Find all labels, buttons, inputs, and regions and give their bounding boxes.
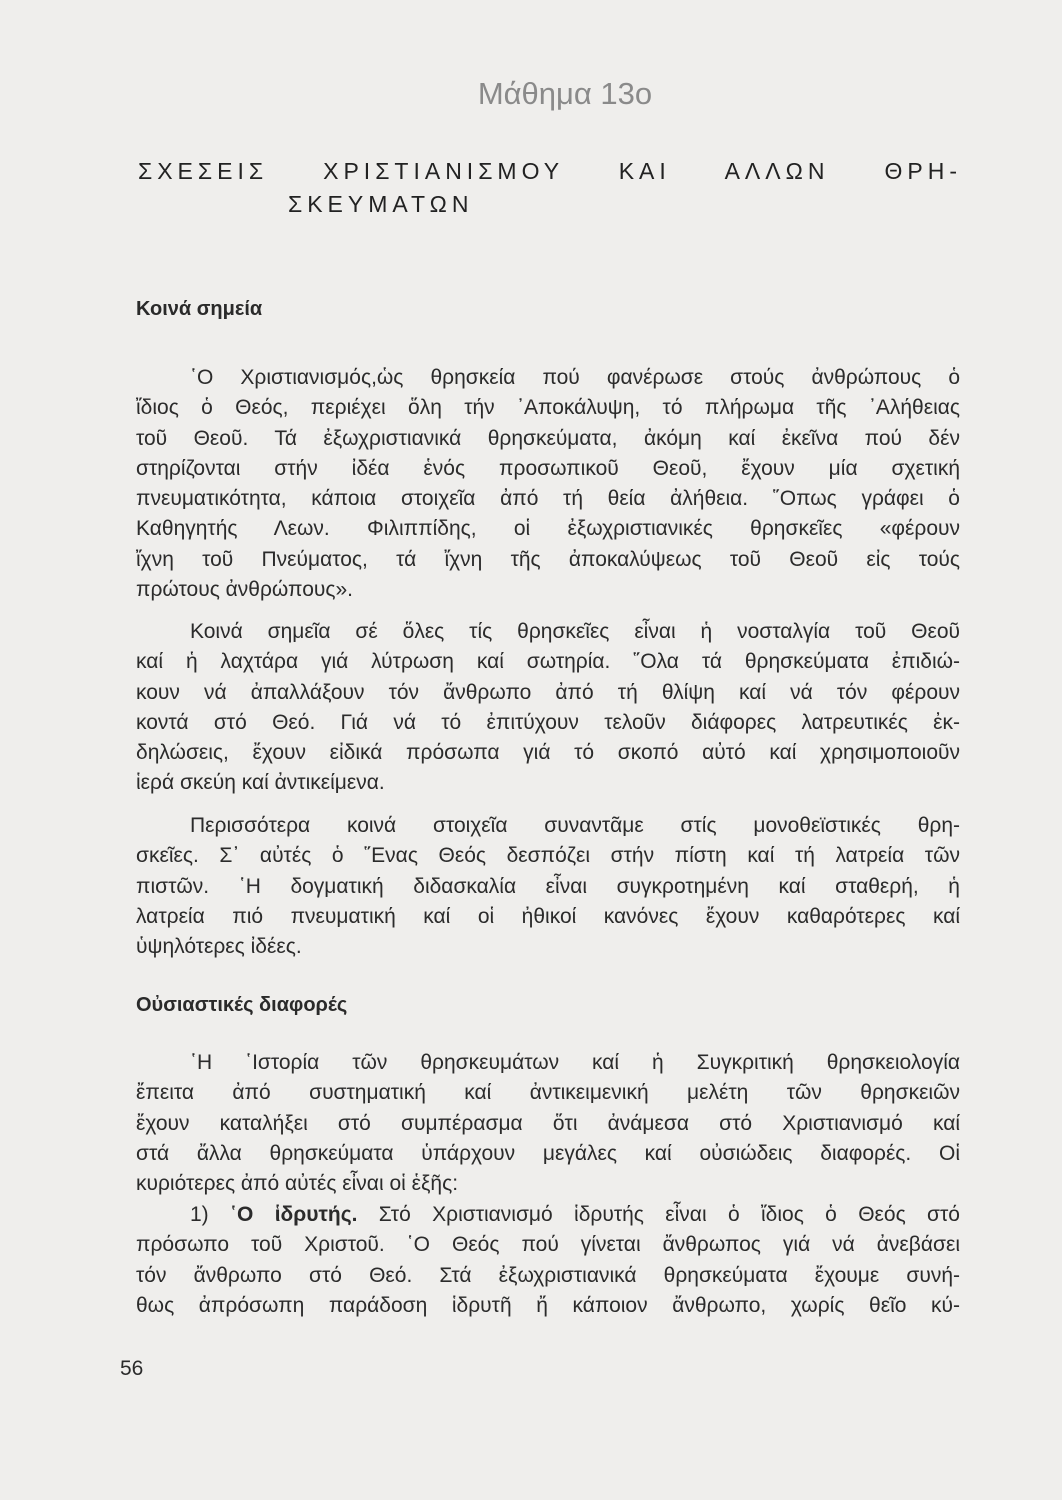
paragraph bbox=[136, 1048, 960, 1199]
text-line: ὑψηλότερες ἰδέες. bbox=[136, 935, 302, 959]
numbered-paragraph bbox=[136, 1200, 960, 1321]
text-line: κουν νά ἀπαλλάξουν τόν ἄνθρωπο ἀπό τή θλίψη καί νά τόν φέρουν bbox=[136, 680, 960, 704]
text-line: ἴδιος ὁ Θεός, περιέχει ὅλη τήν ᾿Αποκάλυψη, τό πλήρωμα τῆς ᾿Αλήθειας bbox=[136, 396, 960, 420]
text-line: θως ἀπρόσωπη παράδοση ἱδρυτῆ ἤ κάποιον ἄνθρωπο, χωρίς θεῖο κύ- bbox=[136, 1293, 960, 1317]
text-line: ἴχνη τοῦ Πνεύματος, τά ἴχνη τῆς ἀποκαλύψεως τοῦ Θεοῦ εἰς τούς bbox=[136, 547, 960, 571]
text-line: ῾Η ῾Ιστορία τῶν θρησκευμάτων καί ἡ Συγκριτική θρησκειολογία bbox=[190, 1051, 960, 1074]
text-line: σκεῖες. Σ᾿ αὐτές ὁ ῞Ενας Θεός δεσπόζει στήν πίστη καί τή λατρεία τῶν bbox=[136, 844, 960, 868]
section-heading-common-points: Κοινά σημεία bbox=[136, 298, 263, 320]
text-line: Κοινά σημεῖα σέ ὅλες τίς θρησκεῖες εἶναι ἡ νοσταλγία τοῦ Θεοῦ bbox=[190, 620, 960, 643]
text-line: ἔχουν καταλήξει στό συμπέρασμα ὅτι ἀνάμεσα στό Χριστιανισμό καί bbox=[136, 1111, 960, 1135]
text-line: πρόσωπο τοῦ Χριστοῦ. ῾Ο Θεός πού γίνεται ἄνθρωπος γιά νά ἀνεβάσει bbox=[136, 1233, 960, 1257]
text-line: Περισσότερα κοινά στοιχεῖα συναντᾶμε στίς μονοθεϊστικές θρη- bbox=[190, 814, 960, 837]
text-line: ῾Ο Χριστιανισμός,ὡς θρησκεία πού φανέρωσε στούς ἀνθρώπους ὁ bbox=[190, 366, 960, 389]
lesson-title: Μάθημα 13ο bbox=[477, 76, 653, 111]
text-line: Καθηγητής Λεων. Φιλιππίδης, οἱ ἐξωχριστιανικές θρησκεῖες «φέρουν bbox=[136, 517, 960, 541]
text-line: λατρεία πιό πνευματική καί οἱ ἠθικοί κανόνες ἔχουν καθαρότερες καί bbox=[136, 904, 960, 928]
text-line: κυριότερες ἀπό αὐτές εἶναι οἱ ἑξῆς: bbox=[136, 1172, 459, 1196]
paragraph bbox=[136, 363, 960, 605]
paragraph bbox=[136, 811, 960, 962]
text-line bbox=[136, 1200, 960, 1230]
text-line: πνευματικότητα, κάποια στοιχεῖα ἀπό τή θεία ἀλήθεια. ῞Οπως γράφει ὁ bbox=[136, 487, 960, 511]
text-line: κοντά στό Θεό. Γιά νά τό ἐπιτύχουν τελοῦν διάφορες λατρευτικές ἐκ- bbox=[136, 710, 960, 734]
text-line: τοῦ Θεοῦ. Τά ἐξωχριστιανικά θρησκεύματα, ἀκόμη καί ἐκεῖνα πού δέν bbox=[136, 426, 960, 450]
page-number: 56 bbox=[120, 1357, 144, 1380]
text-line: ἱερά σκεύη καί ἀντικείμενα. bbox=[136, 771, 385, 795]
chapter-title-line-2: ΣΚΕΥΜΑΤΩΝ bbox=[288, 191, 474, 217]
section-heading-essential-differences: Οὐσιαστικές διαφορές bbox=[136, 994, 348, 1016]
paragraph bbox=[136, 617, 960, 799]
text-line: ἔπειτα ἀπό συστηματική καί ἀντικειμενική μελέτη τῶν θρησκειῶν bbox=[136, 1081, 960, 1105]
text-line: δηλώσεις, ἔχουν εἰδικά πρόσωπα γιά τό σκοπό αὐτό καί χρησιμοποιοῦν bbox=[136, 741, 960, 765]
chapter-title-line-1: ΣΧΕΣΕΙΣ ΧΡΙΣΤΙΑΝΙΣΜΟΥ ΚΑΙ ΑΛΛΩΝ ΘΡΗ- bbox=[138, 158, 962, 184]
text-line: πρώτους ἀνθρώπους». bbox=[136, 578, 354, 602]
text-line: καί ἡ λαχτάρα γιά λύτρωση καί σωτηρία. ῞Ολα τά θρησκεύματα ἐπιδιώ- bbox=[136, 650, 960, 674]
line-text: Στό Χριστιανισμό ἱδρυτής εἶναι ὁ ἴδιος ὁ Θεός στό bbox=[357, 1203, 960, 1226]
bold-lead: ῾Ο ἱδρυτής. bbox=[230, 1203, 358, 1226]
text-line: στά ἄλλα θρησκεύματα ὑπάρχουν μεγάλες καί οὐσιώδεις διαφορές. Οἱ bbox=[136, 1141, 960, 1165]
text-line: τόν ἄνθρωπο στό Θεό. Στά ἐξωχριστιανικά θρησκεύματα ἔχουμε συνή- bbox=[136, 1263, 960, 1287]
item-number: 1) bbox=[190, 1203, 231, 1226]
text-line: πιστῶν. ῾Η δογματική διδασκαλία εἶναι συγκροτημένη καί σταθερή, ἡ bbox=[136, 874, 960, 898]
text-line: στηρίζονται στήν ἰδέα ἑνός προσωπικοῦ Θεοῦ, ἔχουν μία σχετική bbox=[136, 456, 960, 480]
